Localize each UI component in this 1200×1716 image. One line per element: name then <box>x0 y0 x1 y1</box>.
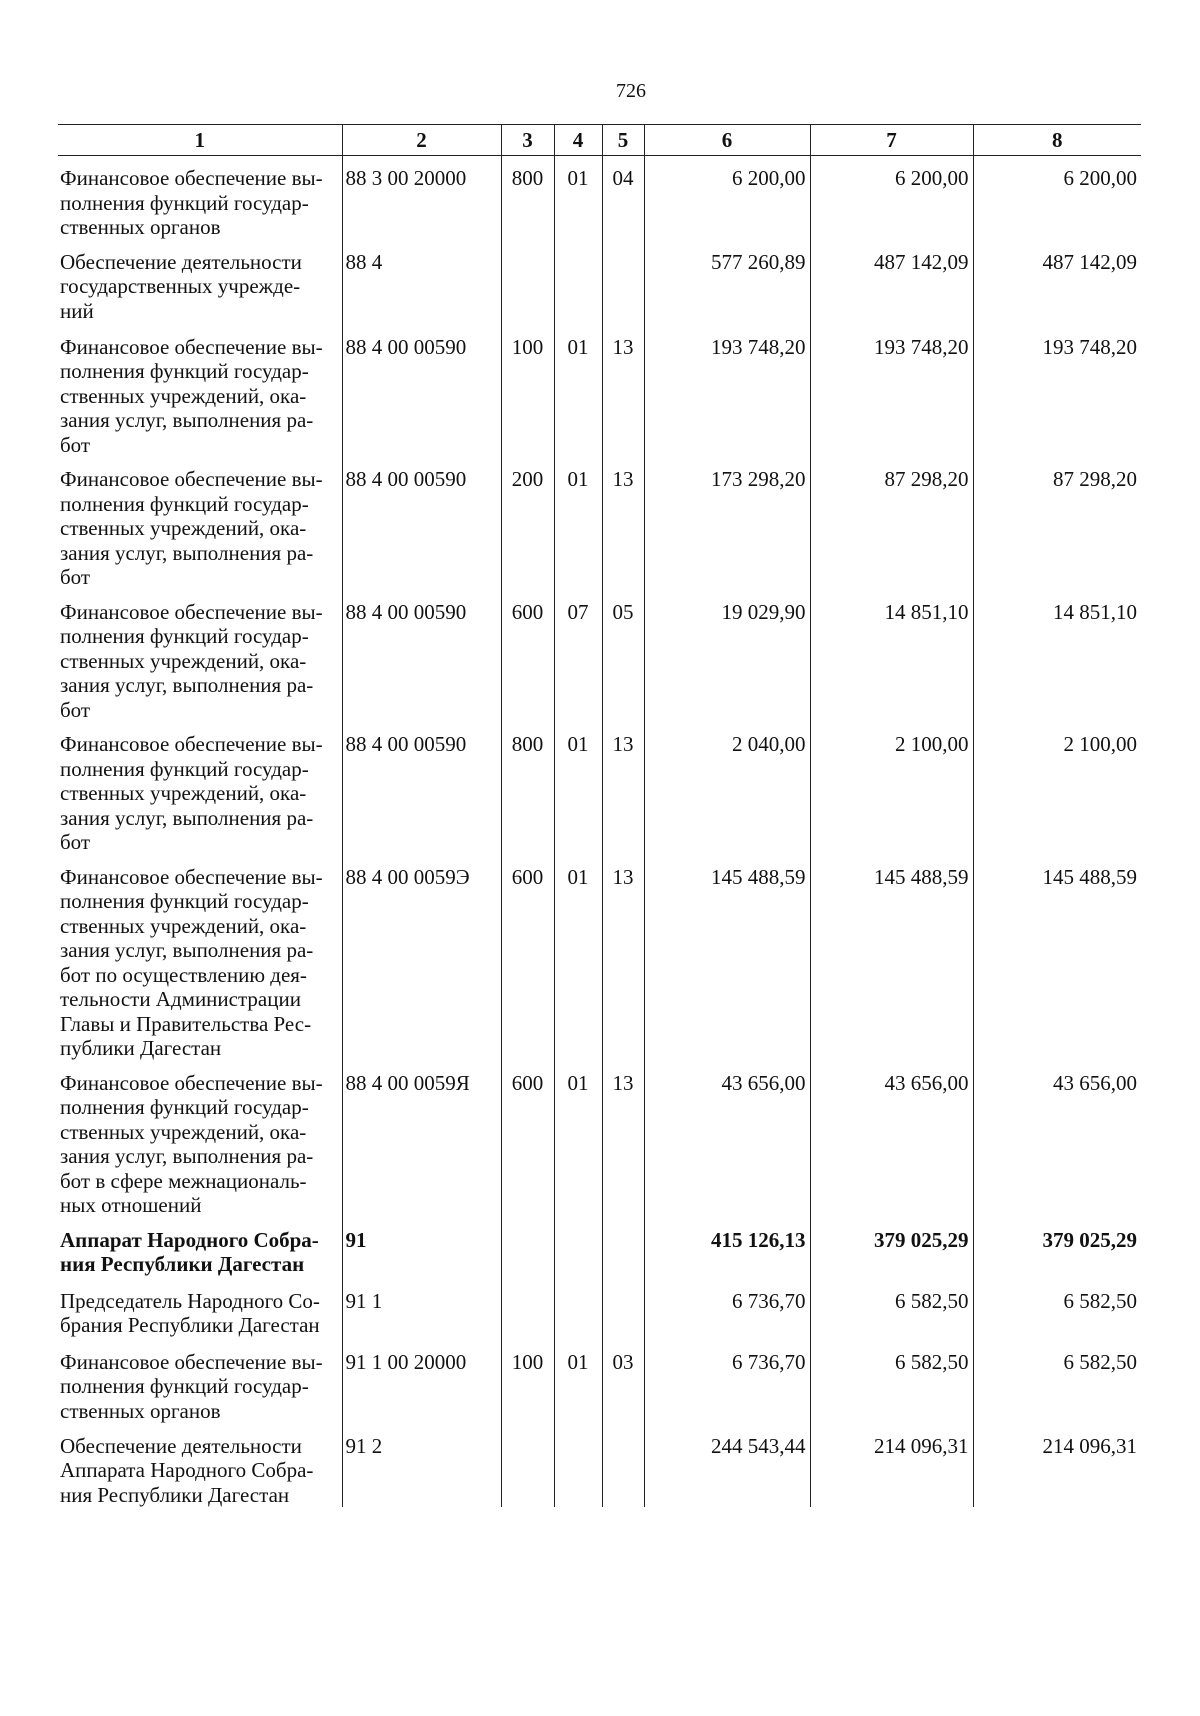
row-code: 91 2 <box>342 1424 501 1508</box>
row-col3: 200 <box>501 457 554 590</box>
row-value-7: 14 851,10 <box>810 590 973 723</box>
row-col3 <box>501 1218 554 1279</box>
row-col4: 01 <box>554 457 602 590</box>
row-col5: 13 <box>602 325 644 458</box>
row-col5: 13 <box>602 1061 644 1218</box>
row-col3 <box>501 1424 554 1508</box>
row-name: Финансовое обеспечение вы- полнения функций государ- ственных органов <box>58 1340 342 1424</box>
row-name: Финансовое обеспечение вы- полнения функций государ- ственных учреждений, ока- зания услуг, выполнения ра- бот <box>58 722 342 855</box>
row-value-6: 2 040,00 <box>644 722 810 855</box>
column-header-1: 1 <box>58 125 342 156</box>
column-header-5: 5 <box>602 125 644 156</box>
row-value-7: 145 488,59 <box>810 855 973 1061</box>
row-value-7: 487 142,09 <box>810 240 973 325</box>
row-col5 <box>602 1218 644 1279</box>
row-value-8: 487 142,09 <box>973 240 1141 325</box>
row-col4: 01 <box>554 722 602 855</box>
page-number: 726 <box>616 80 646 102</box>
row-col4: 01 <box>554 1061 602 1218</box>
row-name: Финансовое обеспечение вы- полнения функций государ- ственных учреждений, ока- зания услуг, выполнения ра- бот <box>58 325 342 458</box>
row-value-7: 193 748,20 <box>810 325 973 458</box>
row-code: 88 4 00 00590 <box>342 590 501 723</box>
row-value-8: 43 656,00 <box>973 1061 1141 1218</box>
row-name: Финансовое обеспечение вы- полнения функций государ- ственных учреждений, ока- зания услуг, выполнения ра- бот по осуществлению дея- тельности Администрации Главы и Правительства Рес- публики Дагестан <box>58 855 342 1061</box>
column-header-7: 7 <box>810 125 973 156</box>
row-code: 88 4 00 00590 <box>342 325 501 458</box>
row-col4 <box>554 240 602 325</box>
row-name: Обеспечение деятельности Аппарата Народного Собра- ния Республики Дагестан <box>58 1424 342 1508</box>
row-col4: 01 <box>554 1340 602 1424</box>
row-value-6: 244 543,44 <box>644 1424 810 1508</box>
table-row <box>58 240 1141 325</box>
row-value-7: 87 298,20 <box>810 457 973 590</box>
row-col4 <box>554 1218 602 1279</box>
column-header-3: 3 <box>501 125 554 156</box>
row-col4: 01 <box>554 325 602 458</box>
row-col4 <box>554 1424 602 1508</box>
row-code: 88 4 00 00590 <box>342 722 501 855</box>
header-row <box>58 125 1141 156</box>
row-value-8: 193 748,20 <box>973 325 1141 458</box>
row-value-6: 415 126,13 <box>644 1218 810 1279</box>
row-col3 <box>501 1279 554 1340</box>
row-code: 88 4 00 0059Э <box>342 855 501 1061</box>
row-col5 <box>602 1424 644 1508</box>
row-value-8: 14 851,10 <box>973 590 1141 723</box>
row-col3: 100 <box>501 325 554 458</box>
row-code: 88 3 00 20000 <box>342 156 501 240</box>
row-col5: 13 <box>602 457 644 590</box>
table-row <box>58 1218 1141 1279</box>
row-value-6: 6 736,70 <box>644 1279 810 1340</box>
row-col4: 01 <box>554 156 602 240</box>
row-name: Финансовое обеспечение вы- полнения функций государ- ственных учреждений, ока- зания услуг, выполнения ра- бот <box>58 457 342 590</box>
column-header-4: 4 <box>554 125 602 156</box>
table-row <box>58 156 1141 240</box>
table-row <box>58 325 1141 458</box>
row-col5: 03 <box>602 1340 644 1424</box>
row-value-7: 6 200,00 <box>810 156 973 240</box>
row-value-8: 2 100,00 <box>973 722 1141 855</box>
row-name: Финансовое обеспечение вы- полнения функций государ- ственных учреждений, ока- зания услуг, выполнения ра- бот в сфере межнациональ- ных отношений <box>58 1061 342 1218</box>
table-row <box>58 457 1141 590</box>
row-col5 <box>602 240 644 325</box>
row-name: Обеспечение деятельности государственных учрежде- ний <box>58 240 342 325</box>
table-row <box>58 1279 1141 1340</box>
row-value-7: 43 656,00 <box>810 1061 973 1218</box>
row-code: 88 4 <box>342 240 501 325</box>
row-col5: 04 <box>602 156 644 240</box>
row-value-6: 577 260,89 <box>644 240 810 325</box>
row-col4: 07 <box>554 590 602 723</box>
row-value-6: 43 656,00 <box>644 1061 810 1218</box>
row-value-8: 6 582,50 <box>973 1279 1141 1340</box>
table-row <box>58 855 1141 1061</box>
row-value-8: 87 298,20 <box>973 457 1141 590</box>
row-code: 91 1 <box>342 1279 501 1340</box>
table-row <box>58 1340 1141 1424</box>
row-value-8: 145 488,59 <box>973 855 1141 1061</box>
column-header-2: 2 <box>342 125 501 156</box>
table-row <box>58 1061 1141 1218</box>
row-code: 91 <box>342 1218 501 1279</box>
row-col3: 800 <box>501 722 554 855</box>
row-name: Аппарат Народного Собра- ния Республики Дагестан <box>58 1218 342 1279</box>
row-value-8: 214 096,31 <box>973 1424 1141 1508</box>
row-value-7: 214 096,31 <box>810 1424 973 1508</box>
row-col5: 05 <box>602 590 644 723</box>
row-value-7: 6 582,50 <box>810 1279 973 1340</box>
budget-table <box>58 124 1141 1507</box>
row-col4 <box>554 1279 602 1340</box>
row-name: Председатель Народного Со- брания Республики Дагестан <box>58 1279 342 1340</box>
row-value-6: 145 488,59 <box>644 855 810 1061</box>
row-col5: 13 <box>602 855 644 1061</box>
row-col3: 600 <box>501 590 554 723</box>
row-col5 <box>602 1279 644 1340</box>
row-code: 88 4 00 0059Я <box>342 1061 501 1218</box>
row-col3 <box>501 240 554 325</box>
row-value-6: 19 029,90 <box>644 590 810 723</box>
row-value-8: 6 200,00 <box>973 156 1141 240</box>
row-value-7: 379 025,29 <box>810 1218 973 1279</box>
table-row <box>58 590 1141 723</box>
row-col3: 100 <box>501 1340 554 1424</box>
row-code: 88 4 00 00590 <box>342 457 501 590</box>
row-value-7: 2 100,00 <box>810 722 973 855</box>
table-row <box>58 722 1141 855</box>
row-col3: 600 <box>501 855 554 1061</box>
row-value-6: 6 736,70 <box>644 1340 810 1424</box>
row-col4: 01 <box>554 855 602 1061</box>
row-col3: 600 <box>501 1061 554 1218</box>
row-code: 91 1 00 20000 <box>342 1340 501 1424</box>
column-header-6: 6 <box>644 125 810 156</box>
row-value-7: 6 582,50 <box>810 1340 973 1424</box>
table-row <box>58 1424 1141 1508</box>
row-value-6: 6 200,00 <box>644 156 810 240</box>
row-value-8: 379 025,29 <box>973 1218 1141 1279</box>
row-value-6: 173 298,20 <box>644 457 810 590</box>
row-name: Финансовое обеспечение вы- полнения функций государ- ственных органов <box>58 156 342 240</box>
row-value-8: 6 582,50 <box>973 1340 1141 1424</box>
row-col5: 13 <box>602 722 644 855</box>
row-value-6: 193 748,20 <box>644 325 810 458</box>
row-name: Финансовое обеспечение вы- полнения функций государ- ственных учреждений, ока- зания услуг, выполнения ра- бот <box>58 590 342 723</box>
column-header-8: 8 <box>973 125 1141 156</box>
row-col3: 800 <box>501 156 554 240</box>
